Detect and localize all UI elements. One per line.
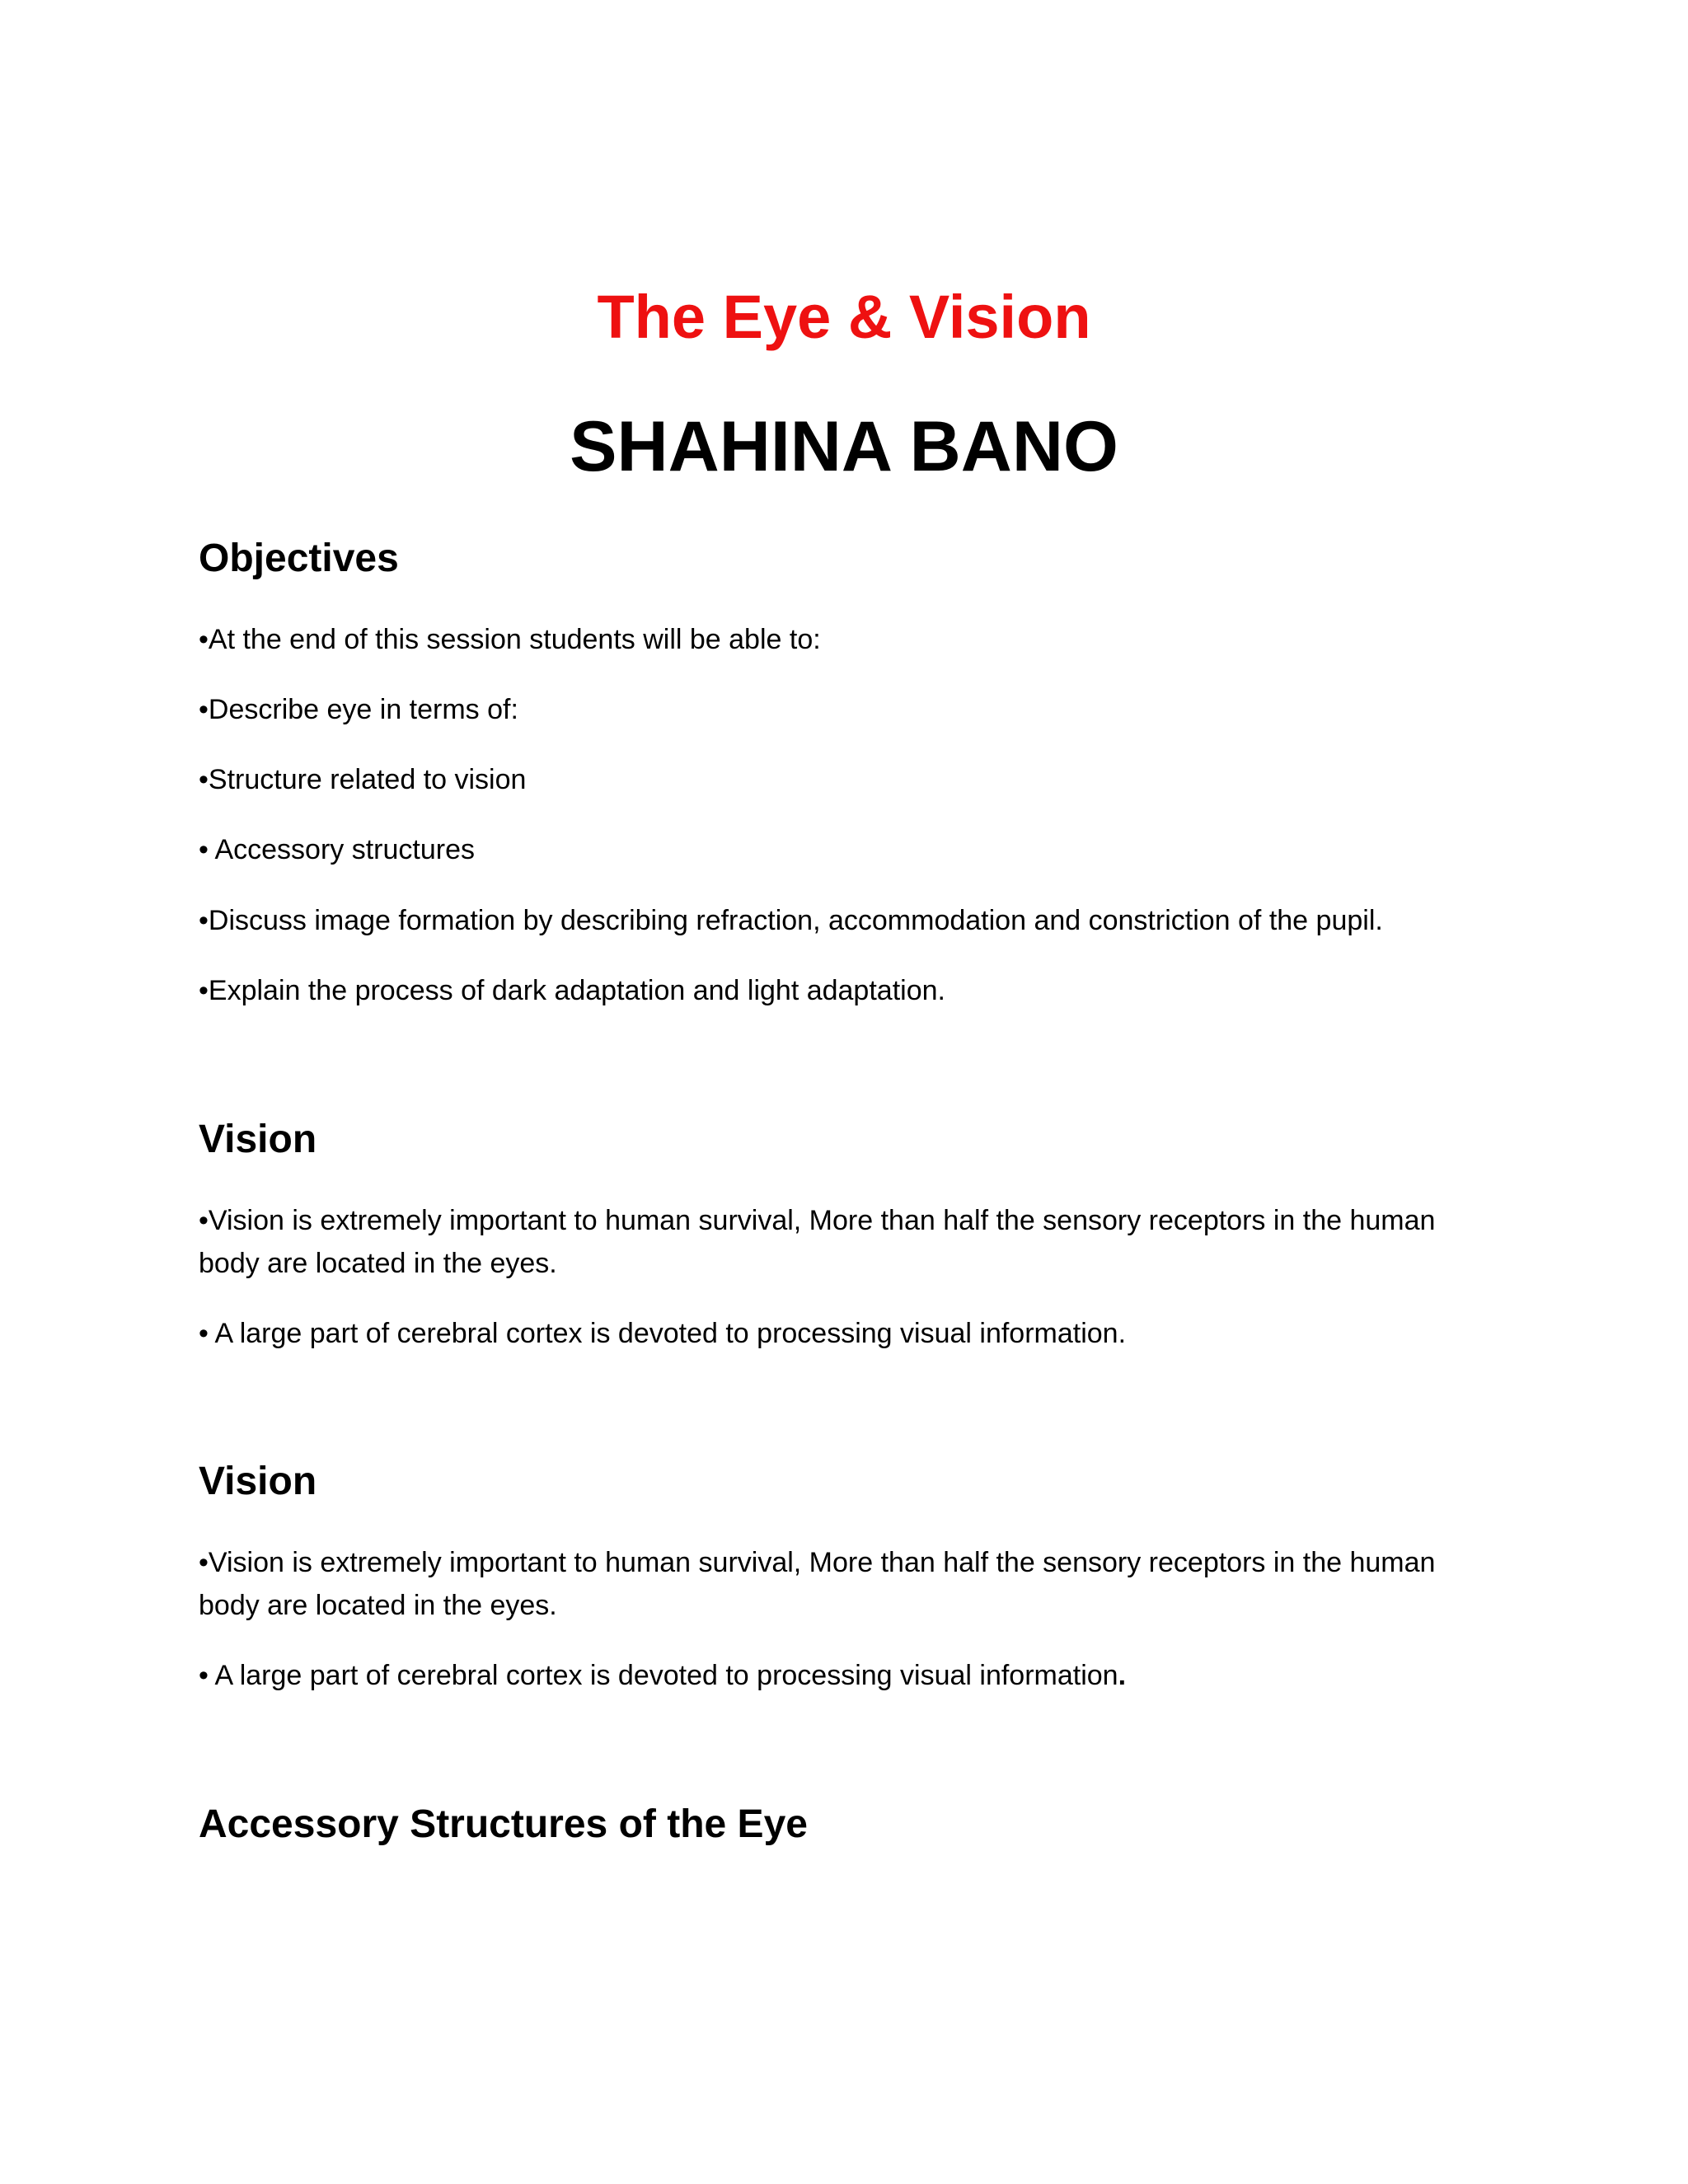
section-heading-objectives: Objectives	[199, 537, 399, 580]
section-heading-vision-repeat: Vision	[199, 1460, 317, 1503]
vision-item	[199, 1654, 1501, 1697]
section-heading-vision: Vision	[199, 1118, 317, 1161]
document-title: The Eye & Vision	[597, 283, 1091, 351]
objective-item: •Discuss image formation by describing refraction, accommodation and constriction of the pupil.	[199, 905, 1383, 936]
vision-item-text: • A large part of cerebral cortex is devoted to processing visual information	[199, 1660, 1118, 1691]
vision-item-period: .	[1118, 1660, 1127, 1691]
vision-item: •Vision is extremely important to human survival, More than half the sensory receptors in the human body are located in the eyes.	[199, 1547, 1436, 1621]
objective-item: •Structure related to vision	[199, 764, 527, 795]
objective-item: •At the end of this session students will be able to:	[199, 624, 821, 655]
vision-item: •Vision is extremely important to human survival, More than half the sensory receptors in the human body are located in the eyes.	[199, 1205, 1436, 1279]
document-author: SHAHINA BANO	[570, 407, 1118, 486]
section-heading-accessory-structures: Accessory Structures of the Eye	[199, 1802, 808, 1846]
vision-item: • A large part of cerebral cortex is devoted to processing visual information.	[199, 1318, 1127, 1349]
objective-item: •Describe eye in terms of:	[199, 694, 518, 725]
objective-item: • Accessory structures	[199, 834, 476, 865]
objective-item: •Explain the process of dark adaptation and light adaptation.	[199, 975, 945, 1006]
